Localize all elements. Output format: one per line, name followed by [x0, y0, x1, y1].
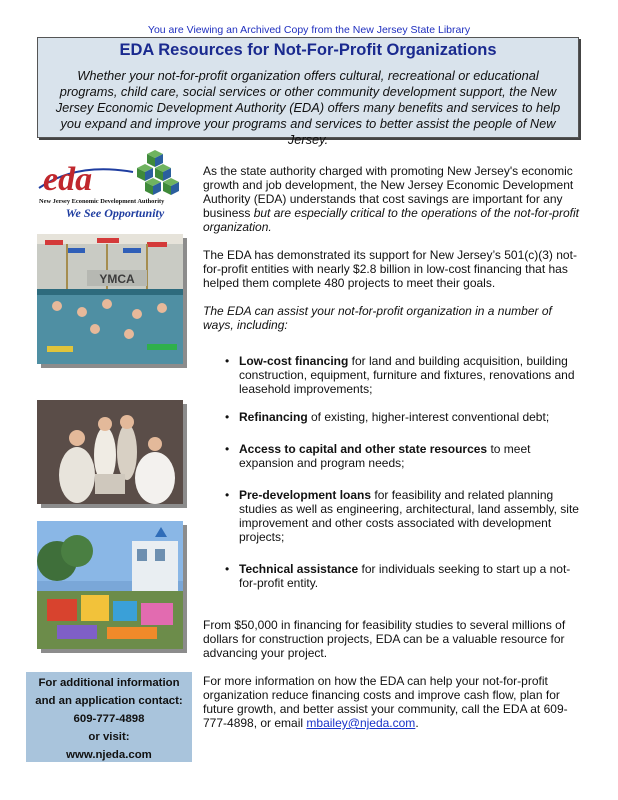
list-item	[203, 410, 583, 424]
email-link[interactable]: mbailey@njeda.com	[306, 716, 416, 730]
logo-org-name: New Jersey Economic Development Authority	[39, 198, 165, 205]
list-item-text: of existing, higher-interest conventional debt;	[307, 410, 550, 424]
contact-website: www.njeda.com	[66, 749, 152, 761]
logo-wordmark: eda	[43, 161, 93, 198]
bullet-icon: •	[225, 562, 230, 576]
page-title: EDA Resources for Not-For-Profit Organizations	[119, 41, 497, 59]
pool-photo	[37, 234, 183, 364]
contact-line-2: and an application contact:	[35, 695, 183, 707]
list-item	[203, 488, 583, 544]
logo-tagline: We See Opportunity	[65, 206, 165, 220]
contact-phone: 609-777-4898	[73, 713, 145, 725]
list-item-text: for land and building acquisition, building construction, equipment, furniture and fixtures, renovations and leasehold improvements;	[239, 354, 575, 396]
intro-paragraph: Whether your not-for-profit organization offers cultural, recreational or educational programs, child care, social services or other community development support, the New Jersey Economic Development Authority (EDA) offers many benefits and services to help you expand and improve your programs and services to better assist the people of New Jersey.	[55, 68, 561, 147]
body-column	[203, 164, 583, 744]
paragraph-2: The EDA has demonstrated its support for New Jersey’s 501(c)(3) not-for-profit entities with nearly $2.8 billion in low-cost financing that has helped them complete 480 projects to meet their goals.	[203, 248, 577, 290]
paragraph-5-text: For more information on how the EDA can help your not-for-profit organization reduce financing costs and improve cash flow, plan for future growth, and better assist your community, call the EDA at 609-777-4898, or email	[203, 674, 568, 730]
list-item	[203, 354, 583, 396]
list-item-bold: Pre-development loans	[239, 488, 372, 502]
list-item	[203, 442, 583, 470]
list-item-bold: Low-cost financing	[239, 354, 349, 368]
contact-box	[26, 672, 192, 762]
list-item-text: to meet expansion and program needs;	[239, 442, 531, 470]
bullet-icon: •	[225, 410, 230, 424]
paragraph-5-end: .	[415, 716, 419, 730]
paragraph-1-text: As the state authority charged with promoting New Jersey's economic growth and job development, the New Jersey Economic Development Authority (EDA) understands that cost savings are important for any business	[203, 164, 574, 220]
paragraph-5	[203, 674, 583, 730]
list-item-text: for individuals seeking to start up a not-for-profit entity.	[239, 562, 571, 590]
list-item-bold: Technical assistance	[239, 562, 359, 576]
theater-photo	[37, 400, 183, 504]
paragraph-1-emphasis: but are especially critical to the operations of the not-for-profit organization.	[203, 206, 579, 234]
header-box	[37, 37, 579, 147]
paragraph-4: From $50,000 in financing for feasibility studies to several millions of dollars for construction projects, EDA can be a valuable resource for advancing your project.	[203, 618, 566, 660]
list-item-bold: Refinancing	[239, 410, 308, 424]
contact-line-4: or visit:	[88, 731, 130, 743]
list-item	[203, 562, 583, 590]
paragraph-1	[203, 164, 583, 234]
eda-logo-graphic	[37, 148, 187, 208]
services-list	[203, 354, 583, 590]
archive-notice: You are Viewing an Archived Copy from the New Jersey State Library	[147, 24, 471, 36]
playground-photo	[37, 521, 183, 649]
list-item-bold: Access to capital and other state resources	[239, 442, 488, 456]
bullet-icon: •	[225, 488, 230, 502]
paragraph-3: The EDA can assist your not-for-profit organization in a number of ways, including:	[203, 304, 552, 332]
list-item-text: for feasibility and related planning studies as well as engineering, architectural, land assembly, site improvement and other costs associated with development projects;	[239, 488, 579, 544]
bullet-icon: •	[225, 354, 230, 368]
contact-line-1: For additional information	[38, 677, 180, 689]
bullet-icon: •	[225, 442, 230, 456]
ymca-sign: YMCA	[99, 272, 135, 286]
